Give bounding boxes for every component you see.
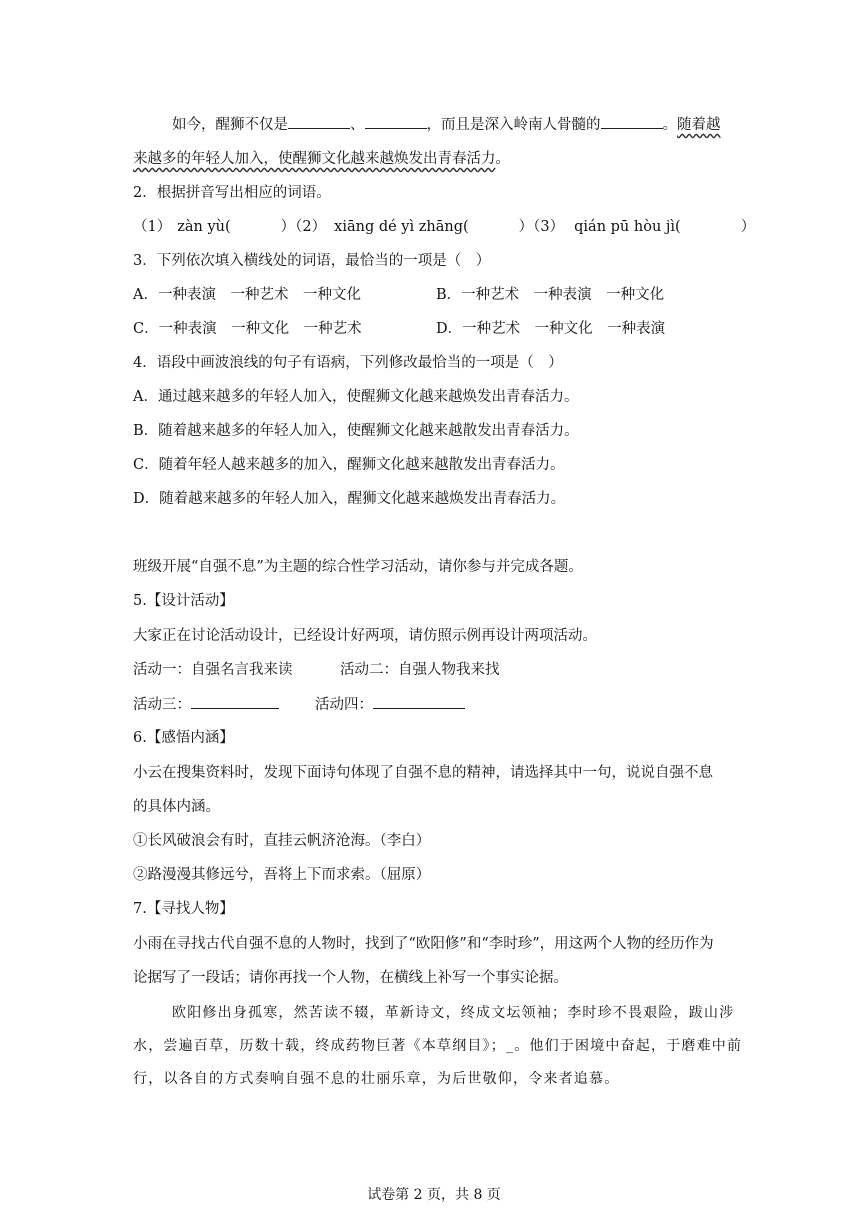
bracket: ） <box>740 219 756 235</box>
option-D[interactable]: D．随着越来越多的年轻人加入，醒狮文化越来越焕发出青春活力。 <box>133 491 566 507</box>
pinyin-item: zàn yù( <box>177 219 231 235</box>
answer-blank[interactable] <box>373 694 465 709</box>
question-5-title: 5.【设计活动】 <box>133 593 234 609</box>
poem-line-1: ①长风破浪会有时，直挂云帆济沧海。（李白） <box>133 833 431 849</box>
option-C[interactable]: C．随着年轻人越来越多的加入，醒狮文化越来越散发出青春活力。 <box>133 457 565 473</box>
passage-line-2 <box>133 149 510 169</box>
wavy-sentence: 随着越 <box>677 117 721 133</box>
activity-1: 活动一：自强名言我来读 <box>133 662 293 678</box>
passage-text: 。 <box>662 117 677 133</box>
question-2-title: 2．根据拼音写出相应的词语。 <box>133 185 331 201</box>
question-2-items <box>133 217 755 237</box>
item-number: ）（2） <box>280 219 327 235</box>
option-C[interactable]: C．一种表演 一种文化 一种艺术 <box>133 321 362 337</box>
quote-paragraph: 欧阳修出身孤寒，然苦读不辍，革新诗文，终成文坛领袖；李时珍不畏艰险，跋山涉 <box>172 1005 735 1021</box>
option-A[interactable]: A．一种表演 一种艺术 一种文化 <box>133 287 361 303</box>
pinyin-item: qián pū hòu jì( <box>574 219 681 235</box>
option-D[interactable]: D．一种艺术 一种文化 一种表演 <box>436 321 666 337</box>
wavy-sentence: 来越多的年轻人加入，使醒狮文化越来越焕发出青春活力 <box>133 151 496 167</box>
activity-label: 活动三： <box>133 697 191 713</box>
question-5-desc: 大家正在讨论活动设计，已经设计好两项，请仿照示例再设计两项活动。 <box>133 628 597 644</box>
question-3-title: 3．下列依次填入横线处的词语，最恰当的一项是（ ） <box>133 253 491 269</box>
activity-3 <box>133 694 279 715</box>
option-B[interactable]: B．随着越来越多的年轻人加入，使醒狮文化越来越散发出青春活力。 <box>133 423 579 439</box>
passage-line-1 <box>172 114 721 135</box>
question-6-title: 6.【感悟内涵】 <box>133 730 234 746</box>
question-4-title: 4．语段中画波浪线的句子有语病，下列修改最恰当的一项是（ ） <box>133 355 563 371</box>
poem-line-2: ②路漫漫其修远兮，吾将上下而求索。（屈原） <box>133 867 431 883</box>
answer-blank[interactable] <box>365 114 427 129</box>
question-7-desc: 小雨在寻找古代自强不息的人物时，找到了“欧阳修”和“李时珍”，用这两个人物的经历作为 <box>133 936 714 952</box>
item-number: （1） <box>133 219 172 235</box>
question-6-desc: 小云在搜集资料时，发现下面诗句体现了自强不息的精神，请选择其中一句，说说自强不息 <box>133 765 713 781</box>
question-7-desc: 论据写了一段话；请你再找一个人物，在横线上补写一个事实论据。 <box>133 970 568 986</box>
section-intro: 班级开展“自强不息”为主题的综合性学习活动，请你参与并完成各题。 <box>133 559 583 575</box>
passage-text: ，而且是深入岭南人骨髓的 <box>426 117 601 133</box>
question-6-desc: 的具体内涵。 <box>133 799 220 815</box>
page-footer: 试卷第 2 页，共 8 页 <box>367 1187 501 1203</box>
answer-blank[interactable] <box>601 114 663 129</box>
option-B[interactable]: B．一种艺术 一种表演 一种文化 <box>436 287 665 303</box>
answer-blank[interactable] <box>191 694 279 709</box>
pinyin-item: xiāng dé yì zhāng( <box>334 219 469 235</box>
activity-label: 活动四： <box>315 697 373 713</box>
item-number: ）（3） <box>518 219 565 235</box>
question-7-title: 7.【寻找人物】 <box>133 901 234 917</box>
activity-2: 活动二：自强人物我来找 <box>340 662 500 678</box>
activity-4 <box>315 694 465 715</box>
passage-text: 。 <box>495 151 510 167</box>
answer-blank[interactable] <box>288 114 350 129</box>
quote-paragraph: 行，以各自的方式奏响自强不息的壮丽乐章，为后世敬仰，令来者追慕。 <box>133 1071 620 1087</box>
passage-text: 如今，醒狮不仅是 <box>172 117 288 133</box>
option-A[interactable]: A．通过越来越多的年轻人加入，使醒狮文化越来越焕发出青春活力。 <box>133 389 579 405</box>
passage-text: 、 <box>350 117 365 133</box>
quote-paragraph: 水，尝遍百草，历数十载，终成药物巨著《本草纲目》；_。他们于困境中奋起，于磨难中前 <box>133 1038 743 1054</box>
